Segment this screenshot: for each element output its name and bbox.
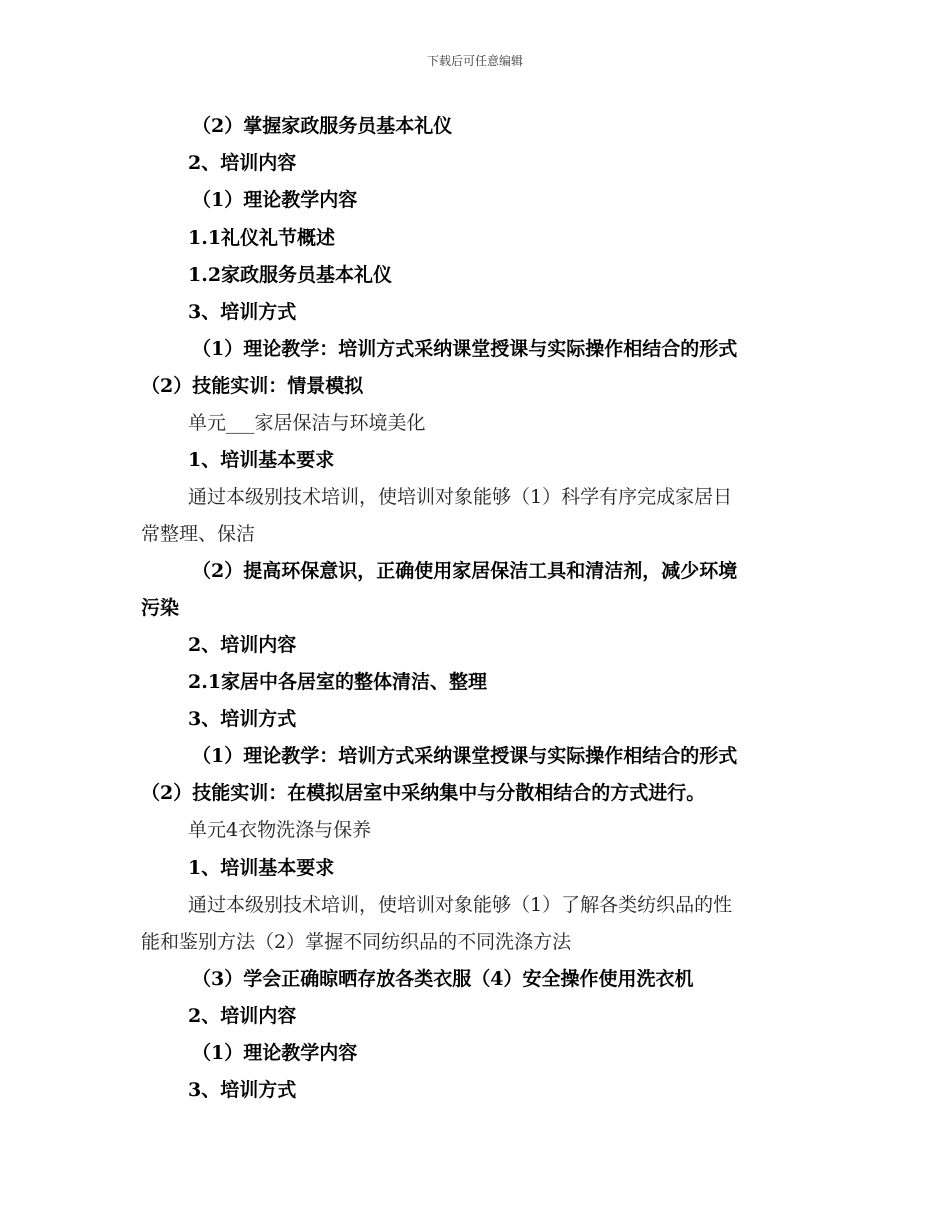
text-line: 通过本级别技术培训，使培训对象能够（1）科学有序完成家居日 bbox=[188, 486, 733, 508]
page-header-note: 下载后可任意编辑 bbox=[426, 54, 523, 68]
text-line: （2）掌握家政服务员基本礼仪 bbox=[192, 115, 453, 137]
text-line: （2）提高环保意识，正确使用家居保洁工具和清洁剂，减少环境 bbox=[192, 560, 738, 582]
text-line: （2）技能实训：在模拟居室中采纳集中与分散相结合的方式进行。 bbox=[141, 782, 706, 804]
section-heading: 3、培训方式 bbox=[188, 1079, 297, 1101]
text-line: 能和鉴别方法（2）掌握不同纺织品的不同洗涤方法 bbox=[141, 931, 572, 953]
section-heading: 1、培训基本要求 bbox=[188, 449, 335, 471]
text-line: 通过本级别技术培训，使培训对象能够（1）了解各类纺织品的性 bbox=[188, 894, 733, 916]
text-line: 1.1礼仪礼节概述 bbox=[188, 227, 336, 249]
text-line: （1）理论教学：培训方式采纳课堂授课与实际操作相结合的形式 bbox=[192, 338, 738, 360]
text-line: （1）理论教学内容 bbox=[192, 189, 358, 211]
text-line: 2.1家居中各居室的整体清洁、整理 bbox=[188, 671, 488, 693]
section-heading: 3、培训方式 bbox=[188, 301, 297, 323]
text-line: 1.2家政服务员基本礼仪 bbox=[188, 264, 393, 286]
text-line: 常整理、保洁 bbox=[141, 523, 256, 545]
text-line: （1）理论教学：培训方式采纳课堂授课与实际操作相结合的形式 bbox=[192, 745, 738, 767]
text-line: 污染 bbox=[141, 597, 180, 619]
unit-title: 单元4衣物洗涤与保养 bbox=[188, 819, 372, 841]
text-line: （1）理论教学内容 bbox=[192, 1042, 358, 1064]
section-heading: 1、培训基本要求 bbox=[188, 857, 335, 879]
text-line: （3）学会正确晾晒存放各类衣服（4）安全操作使用洗衣机 bbox=[192, 968, 694, 990]
unit-title: 单元___家居保洁与环境美化 bbox=[188, 412, 426, 434]
section-heading: 2、培训内容 bbox=[188, 1005, 297, 1027]
text-line: （2）技能实训：情景模拟 bbox=[141, 375, 364, 397]
section-heading: 2、培训内容 bbox=[188, 152, 297, 174]
section-heading: 3、培训方式 bbox=[188, 708, 297, 730]
section-heading: 2、培训内容 bbox=[188, 634, 297, 656]
